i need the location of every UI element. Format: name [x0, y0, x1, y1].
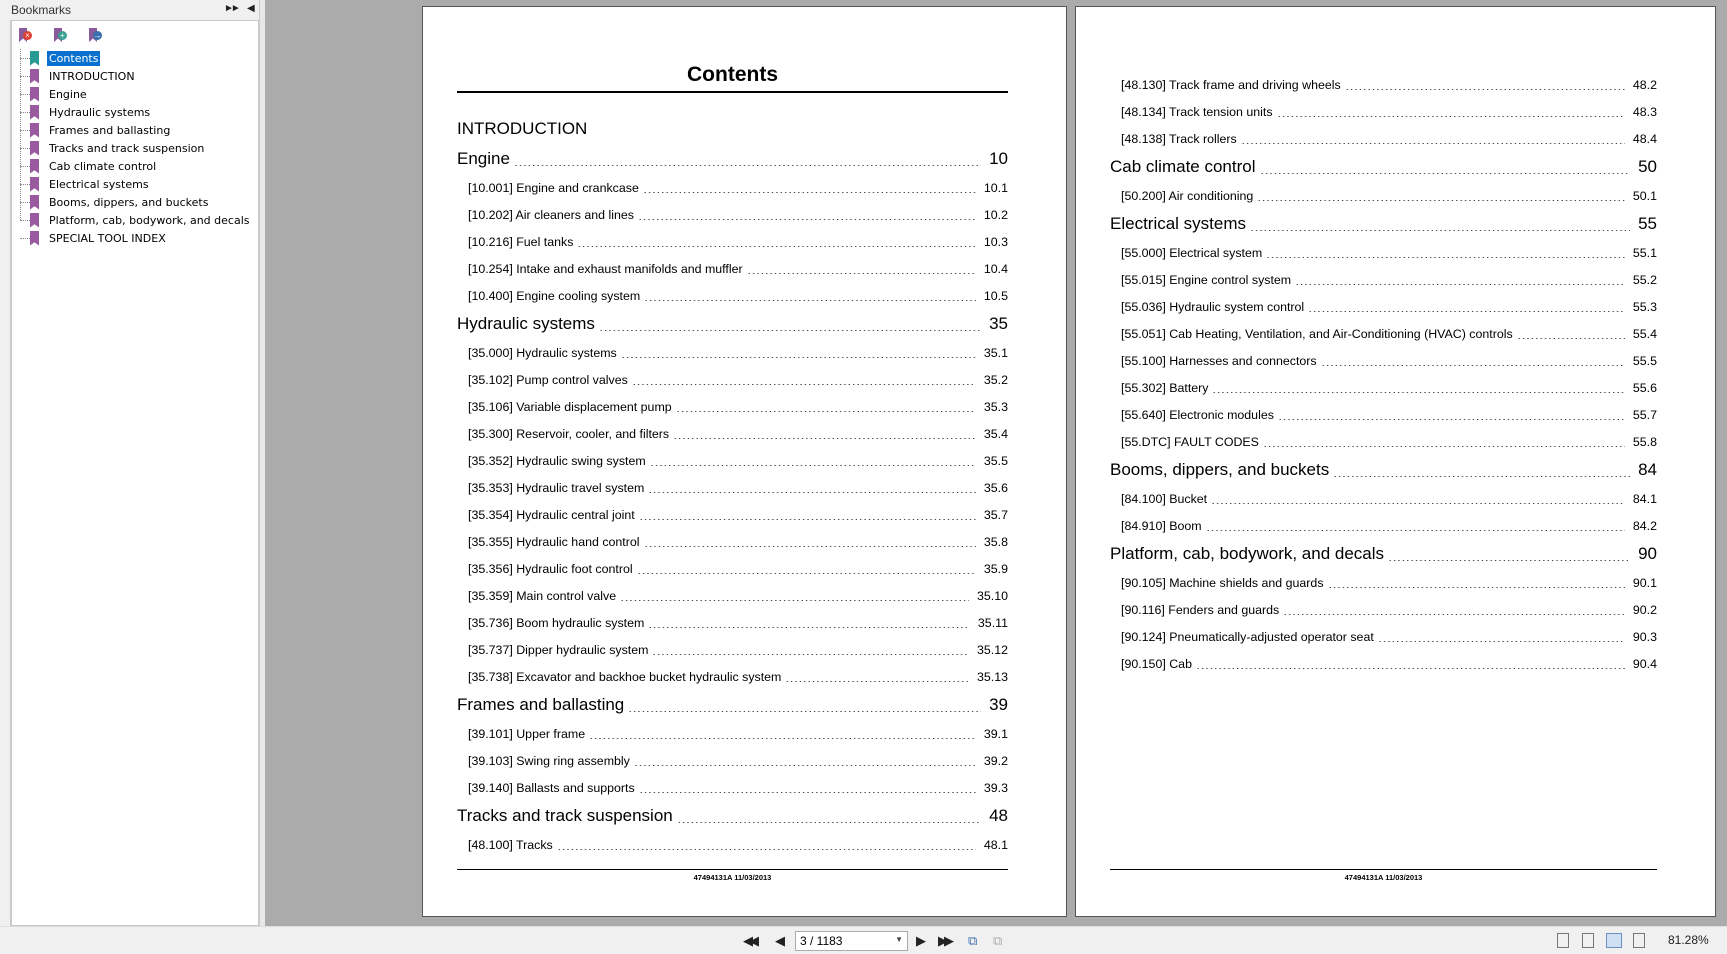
- toc-page-number: 90.2: [1632, 602, 1657, 617]
- toc-entry-title: [35.300] Reservoir, cooler, and filters: [468, 426, 670, 441]
- dot-leader: [1333, 476, 1630, 477]
- toc-subentry[interactable]: [1110, 347, 1657, 374]
- bookmark-item[interactable]: [12, 229, 258, 247]
- dot-leader: [648, 492, 976, 493]
- toc-subentry[interactable]: [457, 366, 1008, 393]
- page-left: [422, 6, 1067, 917]
- toc-subentry[interactable]: [1110, 401, 1657, 428]
- dot-leader: [1257, 200, 1625, 201]
- dot-leader: [1212, 392, 1624, 393]
- bookmark-icon: [30, 69, 39, 84]
- toc-subentry[interactable]: [1110, 485, 1657, 512]
- dot-leader: [1283, 614, 1625, 615]
- toc-section[interactable]: [1110, 539, 1657, 569]
- toc-page-number: 50: [1638, 157, 1657, 176]
- bookmark-item[interactable]: [12, 85, 258, 103]
- bookmark-icon: [30, 213, 39, 228]
- toc-page-number: 10.4: [983, 261, 1008, 276]
- toc-page-number: 35.2: [983, 372, 1008, 387]
- toc-page-number: 35.7: [983, 507, 1008, 522]
- dot-leader: [1241, 143, 1625, 144]
- dot-leader: [643, 192, 976, 193]
- bookmarks-tree-panel: [11, 20, 259, 926]
- toc-subentry[interactable]: [457, 339, 1008, 366]
- dot-leader: [673, 438, 976, 439]
- chevron-down-icon[interactable]: ▼: [895, 935, 903, 944]
- toc-section[interactable]: [457, 114, 1008, 144]
- toc-entry-title: [35.102] Pump control valves: [468, 372, 628, 387]
- toc-entry-title: [10.254] Intake and exhaust manifolds and muffler: [468, 261, 743, 276]
- toc-subentry[interactable]: [1110, 596, 1657, 623]
- dot-leader: [628, 711, 981, 712]
- toc-entry-title: [90.116] Fenders and guards: [1121, 602, 1280, 617]
- bookmark-label: Contents: [49, 51, 99, 65]
- page-number-input[interactable]: [795, 931, 908, 951]
- bookmark-item[interactable]: [12, 175, 258, 193]
- bookmark-label: Cab climate control: [49, 159, 157, 173]
- bookmarks-header: [0, 0, 259, 20]
- toc-page-number: 39: [989, 695, 1008, 714]
- dot-leader: [1308, 311, 1625, 312]
- page-footer: 47494131A 11/03/2013: [693, 873, 772, 882]
- dot-leader: [589, 738, 976, 739]
- toc-section[interactable]: [457, 309, 1008, 339]
- toc-subentry[interactable]: [457, 555, 1008, 582]
- bookmark-icon: [30, 177, 39, 192]
- toc-page-number: 48.4: [1632, 131, 1657, 146]
- toc-page-number: 48: [989, 806, 1008, 825]
- tree-connector: [20, 94, 30, 95]
- single-page-view-icon[interactable]: [1557, 933, 1569, 948]
- bookmark-icon: [30, 51, 39, 66]
- toc-entry-title: [35.106] Variable displacement pump: [468, 399, 672, 414]
- toc-page-number: 35.9: [983, 561, 1008, 576]
- toc-page-number: 35.11: [977, 615, 1008, 630]
- page-right: [1075, 6, 1716, 917]
- bookmark-icon: [30, 195, 39, 210]
- toc-page-number: 55.1: [1632, 245, 1657, 260]
- toc-page-number: 39.2: [983, 753, 1008, 768]
- toc-page-number: 35.13: [976, 669, 1008, 684]
- toc-subentry[interactable]: [1110, 320, 1657, 347]
- dot-leader: [644, 546, 976, 547]
- toc-page-number: 55.6: [1632, 380, 1657, 395]
- toc-page-number: 35.4: [983, 426, 1008, 441]
- tree-connector: [20, 184, 30, 185]
- toc-subentry[interactable]: [457, 831, 1008, 858]
- bookmark-item[interactable]: [12, 67, 258, 85]
- tree-connector: [20, 238, 30, 239]
- toc-page-number: 39.1: [983, 726, 1008, 741]
- toc-subentry[interactable]: [1110, 125, 1657, 152]
- toc-entry-title: [55.640] Electronic modules: [1121, 407, 1274, 422]
- bookmarks-toolbar: [12, 21, 258, 49]
- tree-connector: [20, 148, 30, 149]
- toc-subentry[interactable]: [1110, 623, 1657, 650]
- toc-subentry[interactable]: [457, 201, 1008, 228]
- toc-subentry[interactable]: [457, 255, 1008, 282]
- toc-entry-title: [39.140] Ballasts and supports: [468, 780, 635, 795]
- toc-page-number: 84.2: [1632, 518, 1657, 533]
- toc-entry-title: [35.738] Excavator and backhoe bucket hydraulic system: [468, 669, 782, 684]
- dot-leader: [1378, 641, 1625, 642]
- bookmark-item[interactable]: [12, 103, 258, 121]
- dot-leader: [514, 165, 981, 166]
- toc-page-number: 48.2: [1632, 77, 1657, 92]
- toc-entry-title: [55.100] Harnesses and connectors: [1121, 353, 1317, 368]
- bookmark-icon: [30, 87, 39, 102]
- toc-subentry[interactable]: [457, 774, 1008, 801]
- footer-rule: [1110, 869, 1657, 870]
- toc-subentry[interactable]: [457, 636, 1008, 663]
- dot-leader: [747, 273, 976, 274]
- toc-page-number: 55: [1638, 214, 1657, 233]
- bookmark-icon: [30, 159, 39, 174]
- toc-page-number: 55.4: [1632, 326, 1657, 341]
- toc-subentry[interactable]: [1110, 512, 1657, 539]
- toc-page-number: 48.1: [983, 837, 1008, 852]
- dot-leader: [1388, 560, 1630, 561]
- toc-entry-title: Cab climate control: [1110, 157, 1256, 176]
- two-page-view-icon[interactable]: [1606, 933, 1622, 948]
- delete-bookmark-icon[interactable]: ×: [19, 28, 31, 42]
- toc-subentry[interactable]: [457, 720, 1008, 747]
- toc-page-number: 55.8: [1632, 434, 1657, 449]
- dot-leader: [650, 465, 976, 466]
- bookmark-label: Platform, cab, bodywork, and decals: [49, 213, 250, 227]
- dot-leader: [1321, 365, 1625, 366]
- bookmark-label: SPECIAL TOOL INDEX: [49, 231, 166, 245]
- bookmark-item[interactable]: [12, 49, 258, 67]
- toc-entry-title: [35.353] Hydraulic travel system: [468, 480, 645, 495]
- toc-subentry[interactable]: [1110, 293, 1657, 320]
- tree-connector: [20, 76, 30, 77]
- tree-connector: [20, 220, 30, 221]
- tree-connector: [20, 166, 30, 167]
- two-page-continuous-view-icon[interactable]: [1633, 933, 1645, 948]
- bookmark-icon: [30, 141, 39, 156]
- toc-subentry[interactable]: [1110, 266, 1657, 293]
- toc-subentry[interactable]: [457, 474, 1008, 501]
- toc-list: [457, 114, 1008, 858]
- toc-page-number: 35.5: [983, 453, 1008, 468]
- bookmarks-panel: [0, 0, 259, 926]
- toc-entry-title: [48.134] Track tension units: [1121, 104, 1273, 119]
- contents-title: Contents: [687, 63, 778, 86]
- toc-entry-title: Hydraulic systems: [457, 314, 595, 333]
- toc-page-number: 55.3: [1632, 299, 1657, 314]
- dot-leader: [1295, 284, 1625, 285]
- toc-entry-title: Engine: [457, 149, 510, 168]
- dot-leader: [1260, 173, 1631, 174]
- dot-leader: [676, 411, 976, 412]
- toc-page-number: 10.5: [983, 288, 1008, 303]
- toc-page-number: 35.8: [983, 534, 1008, 549]
- toc-page-number: 84: [1638, 460, 1657, 479]
- toc-entry-title: [55.000] Electrical system: [1121, 245, 1263, 260]
- toc-entry-title: [55.DTC] FAULT CODES: [1121, 434, 1259, 449]
- toc-page-number: 55.2: [1632, 272, 1657, 287]
- dot-leader: [1278, 419, 1625, 420]
- dot-leader: [639, 519, 976, 520]
- bookmark-icon: [30, 105, 39, 120]
- toc-subentry[interactable]: [457, 663, 1008, 690]
- bookmark-label: Booms, dippers, and buckets: [49, 195, 209, 209]
- dot-leader: [1206, 530, 1625, 531]
- next-page-button[interactable]: ▶: [916, 933, 926, 948]
- toc-entry-title: Platform, cab, bodywork, and decals: [1110, 544, 1385, 563]
- toc-subentry[interactable]: [1110, 182, 1657, 209]
- toc-entry-title: [35.354] Hydraulic central joint: [468, 507, 635, 522]
- previous-view-icon[interactable]: ⧉: [968, 933, 978, 948]
- toc-page-number: 10: [989, 149, 1008, 168]
- toc-entry-title: Frames and ballasting: [457, 695, 625, 714]
- toc-page-number: 35.12: [976, 642, 1008, 657]
- toc-entry-title: [84.910] Boom: [1121, 518, 1202, 533]
- toc-subentry[interactable]: [1110, 569, 1657, 596]
- toc-entry-title: [39.101] Upper frame: [468, 726, 586, 741]
- bookmark-tree: [12, 49, 258, 247]
- bookmark-icon: [30, 123, 39, 138]
- toc-subentry[interactable]: [1110, 428, 1657, 455]
- toc-subentry[interactable]: [457, 747, 1008, 774]
- toc-subentry[interactable]: [457, 420, 1008, 447]
- dot-leader: [785, 681, 969, 682]
- toc-list: [1110, 71, 1657, 677]
- dot-leader: [639, 792, 976, 793]
- toc-page-number: 10.1: [983, 180, 1008, 195]
- title-rule: [457, 91, 1008, 93]
- dot-leader: [1277, 116, 1625, 117]
- last-page-button[interactable]: ▶▶: [938, 933, 950, 948]
- dot-leader: [1266, 257, 1625, 258]
- dot-leader: [637, 573, 976, 574]
- toc-entry-title: [55.036] Hydraulic system control: [1121, 299, 1305, 314]
- toc-subentry[interactable]: [1110, 71, 1657, 98]
- page-footer: 47494131A 11/03/2013: [1344, 873, 1423, 882]
- dot-leader: [1250, 230, 1630, 231]
- toc-subentry[interactable]: [457, 174, 1008, 201]
- footer-rule: [457, 869, 1008, 870]
- toc-entry-title: [10.216] Fuel tanks: [468, 234, 574, 249]
- toc-section[interactable]: [457, 144, 1008, 174]
- dot-leader: [577, 246, 975, 247]
- toc-entry-title: [55.302] Battery: [1121, 380, 1209, 395]
- toc-entry-title: [35.736] Boom hydraulic system: [468, 615, 645, 630]
- bookmark-item[interactable]: [12, 121, 258, 139]
- toc-page-number: 90.3: [1632, 629, 1657, 644]
- document-viewer: [265, 0, 1727, 926]
- side-tab-strip[interactable]: [0, 20, 11, 926]
- toc-entry-title: [48.130] Track frame and driving wheels: [1121, 77, 1341, 92]
- toc-page-number: 10.2: [983, 207, 1008, 222]
- toc-entry-title: Electrical systems: [1110, 214, 1247, 233]
- toc-subentry[interactable]: [1110, 374, 1657, 401]
- bookmark-label: Hydraulic systems: [49, 105, 151, 119]
- toc-section[interactable]: [457, 690, 1008, 720]
- toc-page-number: 90.1: [1632, 575, 1657, 590]
- toc-subentry[interactable]: [457, 501, 1008, 528]
- toc-page-number: 84.1: [1632, 491, 1657, 506]
- toc-entry-title: [39.103] Swing ring assembly: [468, 753, 630, 768]
- dot-leader: [599, 330, 981, 331]
- toc-entry-title: [10.202] Air cleaners and lines: [468, 207, 635, 222]
- bookmark-item[interactable]: [12, 211, 258, 229]
- dot-leader: [652, 654, 969, 655]
- dot-leader: [648, 627, 970, 628]
- navigation-toolbar: [0, 926, 1727, 954]
- bookmark-item[interactable]: [12, 139, 258, 157]
- page-indicator: 3 / 1183: [800, 934, 843, 948]
- toc-entry-title: [55.015] Engine control system: [1121, 272, 1292, 287]
- toc-entry-title: [90.105] Machine shields and guards: [1121, 575, 1324, 590]
- toc-entry-title: [35.359] Main control valve: [468, 588, 617, 603]
- toc-entry-title: [10.001] Engine and crankcase: [468, 180, 639, 195]
- dot-leader: [1345, 89, 1625, 90]
- bookmarks-title: Bookmarks: [11, 3, 72, 17]
- toc-entry-title: [35.355] Hydraulic hand control: [468, 534, 640, 549]
- bookmark-item[interactable]: [12, 157, 258, 175]
- toc-entry-title: Tracks and track suspension: [457, 806, 673, 825]
- tree-connector: [20, 112, 30, 113]
- toc-entry-title: [35.352] Hydraulic swing system: [468, 453, 646, 468]
- expand-panel-icon[interactable]: ►►: [224, 3, 238, 14]
- toc-page-number: 35.10: [976, 588, 1008, 603]
- collapse-panel-icon[interactable]: ◀: [247, 3, 255, 14]
- bookmark-label: Electrical systems: [49, 177, 149, 191]
- dot-leader: [621, 357, 976, 358]
- toc-section[interactable]: [1110, 152, 1657, 182]
- toc-subentry[interactable]: [457, 609, 1008, 636]
- continuous-view-icon[interactable]: [1582, 933, 1594, 948]
- toc-entry-title: INTRODUCTION: [457, 119, 588, 138]
- toc-entry-title: [90.150] Cab: [1121, 656, 1192, 671]
- bookmark-label: Frames and ballasting: [49, 123, 171, 137]
- dot-leader: [620, 600, 969, 601]
- add-bookmark-icon[interactable]: +: [54, 28, 66, 42]
- dot-leader: [1196, 668, 1625, 669]
- dot-leader: [1517, 338, 1625, 339]
- toc-page-number: 50.1: [1632, 188, 1657, 203]
- toc-page-number: 39.3: [983, 780, 1008, 795]
- bookmark-label: Tracks and track suspension: [49, 141, 205, 155]
- toc-section[interactable]: [457, 801, 1008, 831]
- toc-subentry[interactable]: [1110, 650, 1657, 677]
- next-view-icon[interactable]: ⧉: [993, 933, 1003, 948]
- toc-subentry[interactable]: [457, 582, 1008, 609]
- toc-page-number: 48.3: [1632, 104, 1657, 119]
- dot-leader: [677, 822, 981, 823]
- dot-leader: [1211, 503, 1625, 504]
- dot-leader: [557, 849, 976, 850]
- dot-leader: [634, 765, 976, 766]
- tree-connector: [20, 130, 30, 131]
- toc-section[interactable]: [1110, 209, 1657, 239]
- first-page-button[interactable]: ◀◀: [743, 933, 755, 948]
- toc-page-number: 10.3: [983, 234, 1008, 249]
- toc-page-number: 55.5: [1632, 353, 1657, 368]
- toc-entry-title: [90.124] Pneumatically-adjusted operator seat: [1121, 629, 1374, 644]
- toc-subentry[interactable]: [457, 393, 1008, 420]
- toc-page-number: 35.1: [983, 345, 1008, 360]
- toc-subentry[interactable]: [1110, 239, 1657, 266]
- toc-entry-title: [50.200] Air conditioning: [1121, 188, 1254, 203]
- tree-connector: [20, 202, 30, 203]
- toc-subentry[interactable]: [457, 282, 1008, 309]
- toc-entry-title: [35.737] Dipper hydraulic system: [468, 642, 649, 657]
- toc-page-number: 35.6: [983, 480, 1008, 495]
- dot-leader: [638, 219, 976, 220]
- bookmark-icon: [30, 231, 39, 246]
- toc-page-number: 90.4: [1632, 656, 1657, 671]
- toc-subentry[interactable]: [457, 228, 1008, 255]
- toc-entry-title: [35.000] Hydraulic systems: [468, 345, 617, 360]
- bookmark-label: INTRODUCTION: [49, 69, 135, 83]
- toc-section[interactable]: [1110, 455, 1657, 485]
- toc-entry-title: [55.051] Cab Heating, Ventilation, and Air-Conditioning (HVAC) controls: [1121, 326, 1513, 341]
- dot-leader: [1328, 587, 1625, 588]
- toc-page-number: 35.3: [983, 399, 1008, 414]
- dot-leader: [1263, 446, 1625, 447]
- toc-subentry[interactable]: [457, 528, 1008, 555]
- toc-page-number: 55.7: [1632, 407, 1657, 422]
- toc-entry-title: [48.138] Track rollers: [1121, 131, 1237, 146]
- toc-entry-title: [84.100] Bucket: [1121, 491, 1208, 506]
- bookmark-label: Engine: [49, 87, 87, 101]
- dot-leader: [632, 384, 976, 385]
- toc-subentry[interactable]: [457, 447, 1008, 474]
- toc-page-number: 90: [1638, 544, 1657, 563]
- dot-leader: [644, 300, 976, 301]
- toc-entry-title: [48.100] Tracks: [468, 837, 553, 852]
- go-to-bookmark-icon[interactable]: →: [89, 28, 101, 42]
- tree-connector: [20, 58, 30, 59]
- toc-entry-title: [10.400] Engine cooling system: [468, 288, 641, 303]
- zoom-level[interactable]: 81.28%: [1668, 933, 1709, 947]
- toc-subentry[interactable]: [1110, 98, 1657, 125]
- bookmark-item[interactable]: [12, 193, 258, 211]
- previous-page-button[interactable]: ◀: [775, 933, 785, 948]
- toc-page-number: 35: [989, 314, 1008, 333]
- toc-entry-title: Booms, dippers, and buckets: [1110, 460, 1330, 479]
- toc-entry-title: [35.356] Hydraulic foot control: [468, 561, 633, 576]
